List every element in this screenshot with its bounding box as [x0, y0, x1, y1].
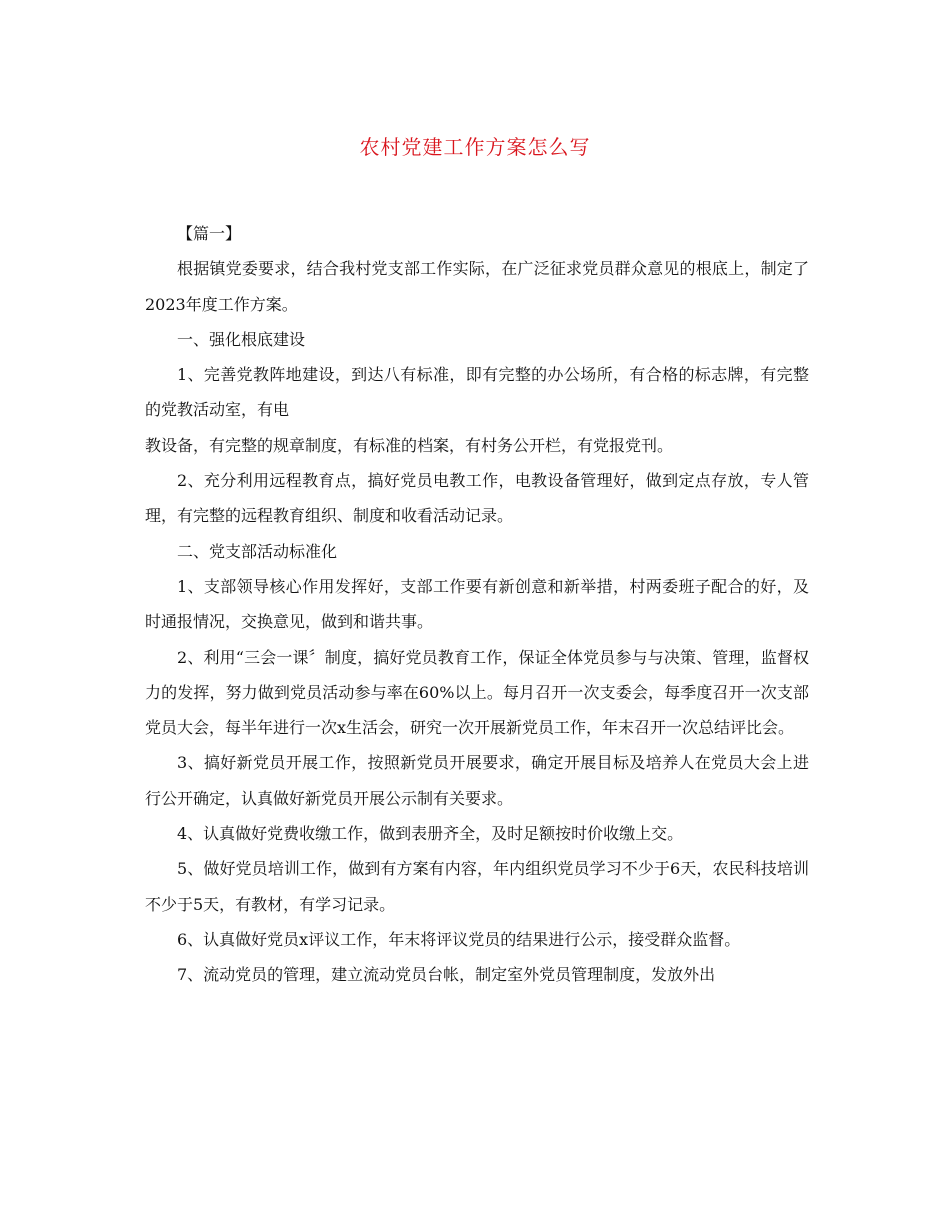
- paragraph: 1、完善党教阵地建设，到达八有标准，即有完整的办公场所，有合格的标志牌，有完整的党教活动室，有电: [145, 365, 809, 420]
- section-heading: 一、强化根底建设: [177, 329, 306, 349]
- paragraph: 6、认真做好党员x评议工作，年末将评议党员的结果进行公示，接受群众监督。: [177, 929, 741, 949]
- paragraph: 5、做好党员培训工作，做到有方案有内容，年内组织党员学习不少于6天，农民科技培训不少于5天，有教材，有学习记录。: [145, 859, 809, 914]
- section-heading: 【篇一】: [177, 224, 242, 243]
- paragraph: 4、认真做好党费收缴工作，做到表册齐全，及时足额按时价收缴上交。: [177, 824, 684, 844]
- paragraph: 2、利用“三会一课〞制度，搞好党员教育工作，保证全体党员参与与决策、管理，监督权力的发挥，努力做到党员活动参与率在60%以上。每月召开一次支委会，每季度召开一次支部党员大会，每半年进行一次x生活会，研究一次开展新党员工作，年末召开一次总结评比会。: [145, 647, 809, 738]
- paragraph: 2、充分利用远程教育点，搞好党员电教工作，电教设备管理好，做到定点存放，专人管理，有完整的远程教育组织、制度和收看活动记录。: [145, 471, 809, 526]
- paragraph: 1、支部领导核心作用发挥好，支部工作要有新创意和新举措，村两委班子配合的好，及时通报情况，交换意见，做到和谐共事。: [145, 576, 809, 632]
- document-body: [145, 216, 809, 993]
- paragraph-continuation: 教设备，有完整的规章制度，有标准的档案，有村务公开栏，有党报党刊。: [145, 435, 674, 455]
- section-heading: 二、党支部活动标准化: [177, 541, 338, 561]
- paragraph: 3、搞好新党员开展工作，按照新党员开展要求，确定开展目标及培养人在党员大会上进行公开确定，认真做好新党员开展公示制有关要求。: [145, 753, 809, 808]
- paragraph: 根据镇党委要求，结合我村党支部工作实际，在广泛征求党员群众意见的根底上，制定了2023年度工作方案。: [145, 259, 809, 314]
- document-title: 农村党建工作方案怎么写: [359, 135, 591, 159]
- paragraph: 7、流动党员的管理，建立流动党员台帐，制定室外党员管理制度，发放外出: [177, 965, 716, 985]
